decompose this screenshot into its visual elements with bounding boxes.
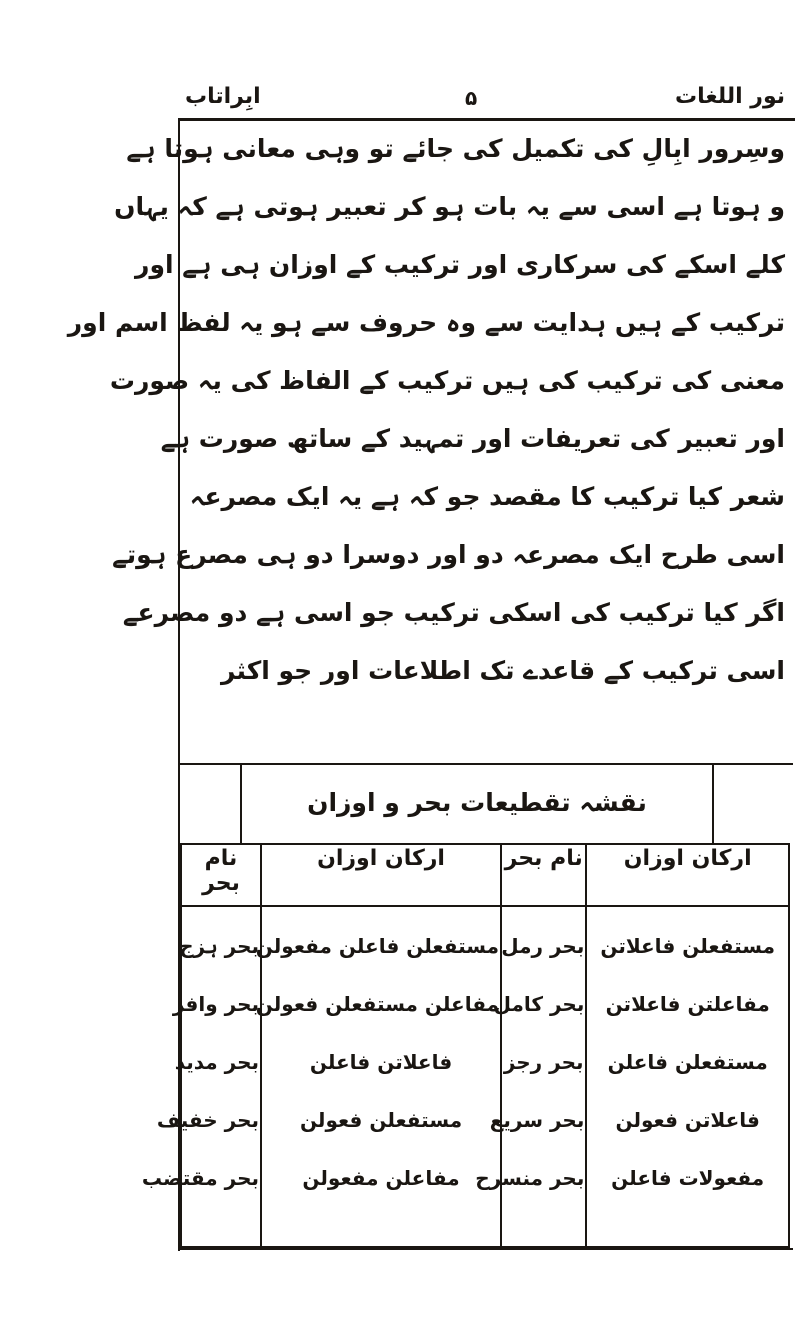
- meter-table: [141, 843, 790, 1248]
- table-cell: مفاعلن مستفعلن فعولن: [255, 992, 500, 1016]
- table-cell: بحر کامل: [493, 992, 585, 1016]
- table-header-cell: ارکان اوزان: [261, 844, 501, 906]
- table-header-cell: نام بحر: [501, 844, 586, 906]
- table-cell: مستفعلن فاعلن مفعولن: [255, 934, 500, 958]
- table-cell: بحر سریع: [489, 1108, 585, 1132]
- text-line: اسی ترکیب کے قاعدے تک اطلاعات اور جو اکثر: [220, 656, 785, 685]
- table-header-cell: نام بحر: [181, 844, 261, 906]
- text-line: کلے اسکے کی سرکاری اور ترکیب کے اوزان ہی ہے اور: [135, 250, 785, 279]
- table-cell: مفاعلن مفعولن: [302, 1166, 460, 1190]
- table-header-cell: ارکان اوزان: [586, 844, 789, 906]
- header-left-title: ابِراتاب: [185, 84, 261, 109]
- table-cell: مفعولات فاعلن: [611, 1166, 765, 1190]
- text-line: شعر کیا ترکیب کا مقصد جو کہ ہے یہ ایک مصرعہ: [189, 482, 785, 511]
- table-header-row: [181, 844, 789, 906]
- table-cell: بحر ہزج: [179, 934, 260, 958]
- table-cell: مستفعلن فعولن: [299, 1108, 463, 1132]
- table-cell: مستفعلن فاعلاتن: [600, 934, 775, 958]
- text-line: معنی کی ترکیب کی ہیں ترکیب کے الفاظ کی یہ صورت: [109, 366, 785, 395]
- table-cell: بحر وافر: [172, 992, 260, 1016]
- table-cell-column-2: [475, 906, 586, 1247]
- page-frame-bottom: [178, 1248, 793, 1250]
- table-cell: بحر رجز: [503, 1050, 584, 1074]
- text-line: وسِرور ابِالِ کی تکمیل کی جائے تو وہی معانی ہوتا ہے: [126, 134, 785, 163]
- text-line: اسی طرح ایک مصرعہ دو اور دوسرا دو ہی مصرع ہوتے: [112, 540, 785, 569]
- text-line: اور تعبیر کی تعریفات اور تمہید کے ساتھ صورت ہے: [160, 424, 785, 453]
- table-cell-column-4: [141, 906, 261, 1247]
- table-cell: فاعلاتن فاعلن: [309, 1050, 453, 1074]
- page-header: [185, 78, 785, 118]
- table-cell: فاعلاتن فعولن: [615, 1108, 760, 1132]
- table-cell: بحر خفیف: [156, 1108, 260, 1132]
- table-cell: بحر مدید: [174, 1050, 260, 1074]
- table-cell-column-3: [255, 906, 501, 1247]
- table-cell: بحر منسرح: [475, 1166, 585, 1190]
- table-cell: بحر مقتضب: [141, 1166, 260, 1190]
- text-line: اگر کیا ترکیب کی اسکی ترکیب جو اسی ہے دو مصرعے: [122, 598, 785, 627]
- page-number: ۵: [465, 86, 478, 110]
- text-line: ترکیب کے ہیں ہدایت سے وہ حروف سے ہو یہ لفظ اسم اور: [67, 308, 785, 337]
- text-line: و ہوتا ہے اسی سے یہ بات ہو کر تعبیر ہوتی ہے کہ یہاں: [114, 192, 785, 221]
- table-cell: بحر رمل: [501, 934, 585, 958]
- body-text: [67, 120, 785, 700]
- table-body-row: [181, 906, 789, 1247]
- header-right-title: نور اللغات: [675, 84, 785, 109]
- table-cell: مستفعلن فاعلن: [607, 1050, 768, 1074]
- table-cell-column-1: [586, 906, 789, 1247]
- table-cell: مفاعلتن فاعلاتن: [605, 992, 770, 1016]
- table-title: نقشہ تقطیعات بحر و اوزان: [240, 763, 714, 845]
